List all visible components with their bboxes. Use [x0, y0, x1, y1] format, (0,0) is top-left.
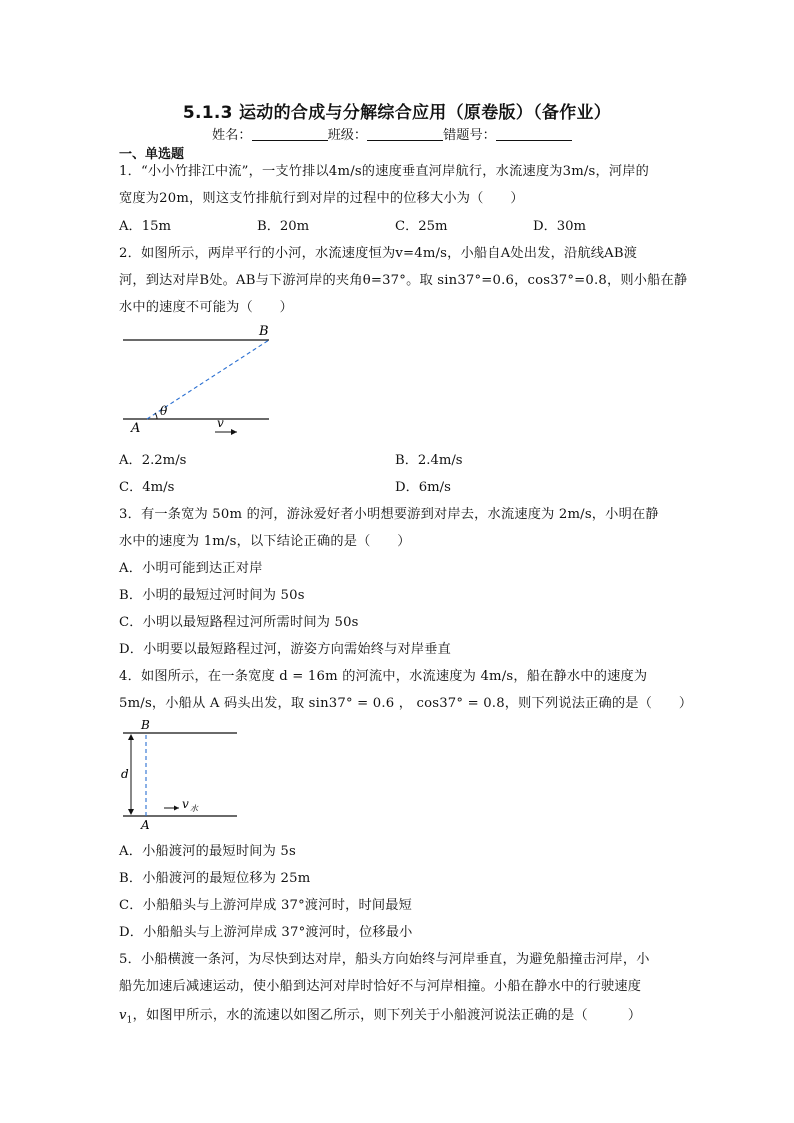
- q1-option-c: C．25m: [395, 219, 448, 234]
- q5-line1: 5．小船横渡一条河，为尽快到达对岸，船头方向始终与河岸垂直，为避免船撞击河岸，小: [119, 952, 650, 967]
- q5-line2: 船先加速后减速运动，使小船到达河对岸时恰好不与河岸相撞。小船在静水中的行驶速度: [119, 979, 642, 994]
- q2-option-a: A．2.2m/s: [119, 453, 187, 468]
- v-water-arrow-head: [174, 806, 179, 811]
- q5-line3-text: ，如图甲所示，水的流速以如图乙所示，则下列关于小船渡河说法正确的是（ ）: [132, 1008, 642, 1023]
- d-arrow-top: [128, 734, 134, 740]
- name-label: 姓名：: [212, 128, 252, 143]
- q2-line1: 2．如图所示，两岸平行的小河，水流速度恒为v=4m/s，小船自A处出发，沿航线AB渡: [119, 246, 638, 261]
- class-blank[interactable]: [367, 128, 443, 141]
- q3-line2: 水中的速度为 1m/s，以下结论正确的是（ ）: [119, 534, 411, 549]
- q2-line3: 水中的速度不可能为（ ）: [119, 300, 294, 315]
- q3-option-a: A．小明可能到达正对岸: [119, 561, 263, 576]
- q4-option-b: B．小船渡河的最短位移为 25m: [119, 871, 311, 886]
- wrong-blank[interactable]: [496, 128, 572, 141]
- label-v: v: [182, 797, 189, 811]
- q5-var-v: v: [119, 1008, 127, 1023]
- q4-figure: [119, 716, 249, 834]
- q4-line2: 5m/s，小船从 A 码头出发，取 sin37° = 0.6 ， cos37° = 0.8，则下列说法正确的是（ ）: [119, 696, 693, 711]
- q1-line2: 宽度为20m，则这支竹排航行到对岸的过程中的位移大小为（ ）: [119, 191, 524, 206]
- student-info-line: [212, 124, 572, 143]
- label-v-sub: 水: [190, 804, 198, 813]
- q1-line1: 1．“小小竹排江中流”，一支竹排以4m/s的速度垂直河岸航行，水流速度为3m/s，河岸的: [119, 164, 650, 179]
- label-a: A: [131, 421, 141, 436]
- label-d: d: [121, 767, 129, 781]
- page-title: 5.1.3 运动的合成与分解综合应用（原卷版）（备作业）: [182, 103, 612, 123]
- section-heading: 一、单选题: [119, 147, 185, 162]
- label-b: B: [141, 718, 150, 732]
- q4-option-c: C．小船船头与上游河岸成 37°渡河时，时间最短: [119, 898, 413, 913]
- q5-var-sub: 1: [126, 1015, 133, 1026]
- q2-line2: 河，到达对岸B处。AB与下游河岸的夹角θ=37°。取 sin37°=0.6，cos37°=0.8，则小船在静: [119, 273, 688, 288]
- class-label: 班级：: [327, 128, 368, 143]
- q2-option-d: D．6m/s: [395, 480, 451, 495]
- q4-line1: 4．如图所示，在一条宽度 d = 16m 的河流中，水流速度为 4m/s，船在静水中的速度为: [119, 669, 648, 684]
- q2-option-c: C．4m/s: [119, 480, 175, 495]
- q3-option-d: D．小明要以最短路程过河，游姿方向需始终与对岸垂直: [119, 642, 452, 657]
- q3-line1: 3．有一条宽为 50m 的河，游泳爱好者小明想要游到对岸去，水流速度为 2m/s，小明在静: [119, 507, 659, 522]
- q3-option-c: C．小明以最短路程过河所需时间为 50s: [119, 615, 359, 630]
- q1-option-d: D．30m: [533, 219, 587, 234]
- q3-option-b: B．小明的最短过河时间为 50s: [119, 588, 305, 603]
- label-theta: θ: [160, 404, 168, 418]
- wrong-label: 错题号：: [443, 128, 496, 143]
- name-blank[interactable]: [252, 128, 328, 141]
- q4-option-d: D．小船船头与上游河岸成 37°渡河时，位移最小: [119, 925, 413, 940]
- label-a: A: [141, 818, 150, 832]
- theta-arc: [155, 413, 157, 419]
- v-arrow-head: [231, 429, 237, 435]
- q4-option-a: A．小船渡河的最短时间为 5s: [119, 844, 296, 859]
- q5-line3: [119, 1004, 641, 1026]
- q1-option-a: A．15m: [119, 219, 171, 234]
- q2-figure: [119, 322, 279, 437]
- q2-option-b: B．2.4m/s: [395, 453, 463, 468]
- q1-option-b: B．20m: [257, 219, 310, 234]
- d-arrow-bottom: [128, 809, 134, 815]
- label-b: B: [259, 324, 269, 339]
- label-v: v: [217, 416, 224, 430]
